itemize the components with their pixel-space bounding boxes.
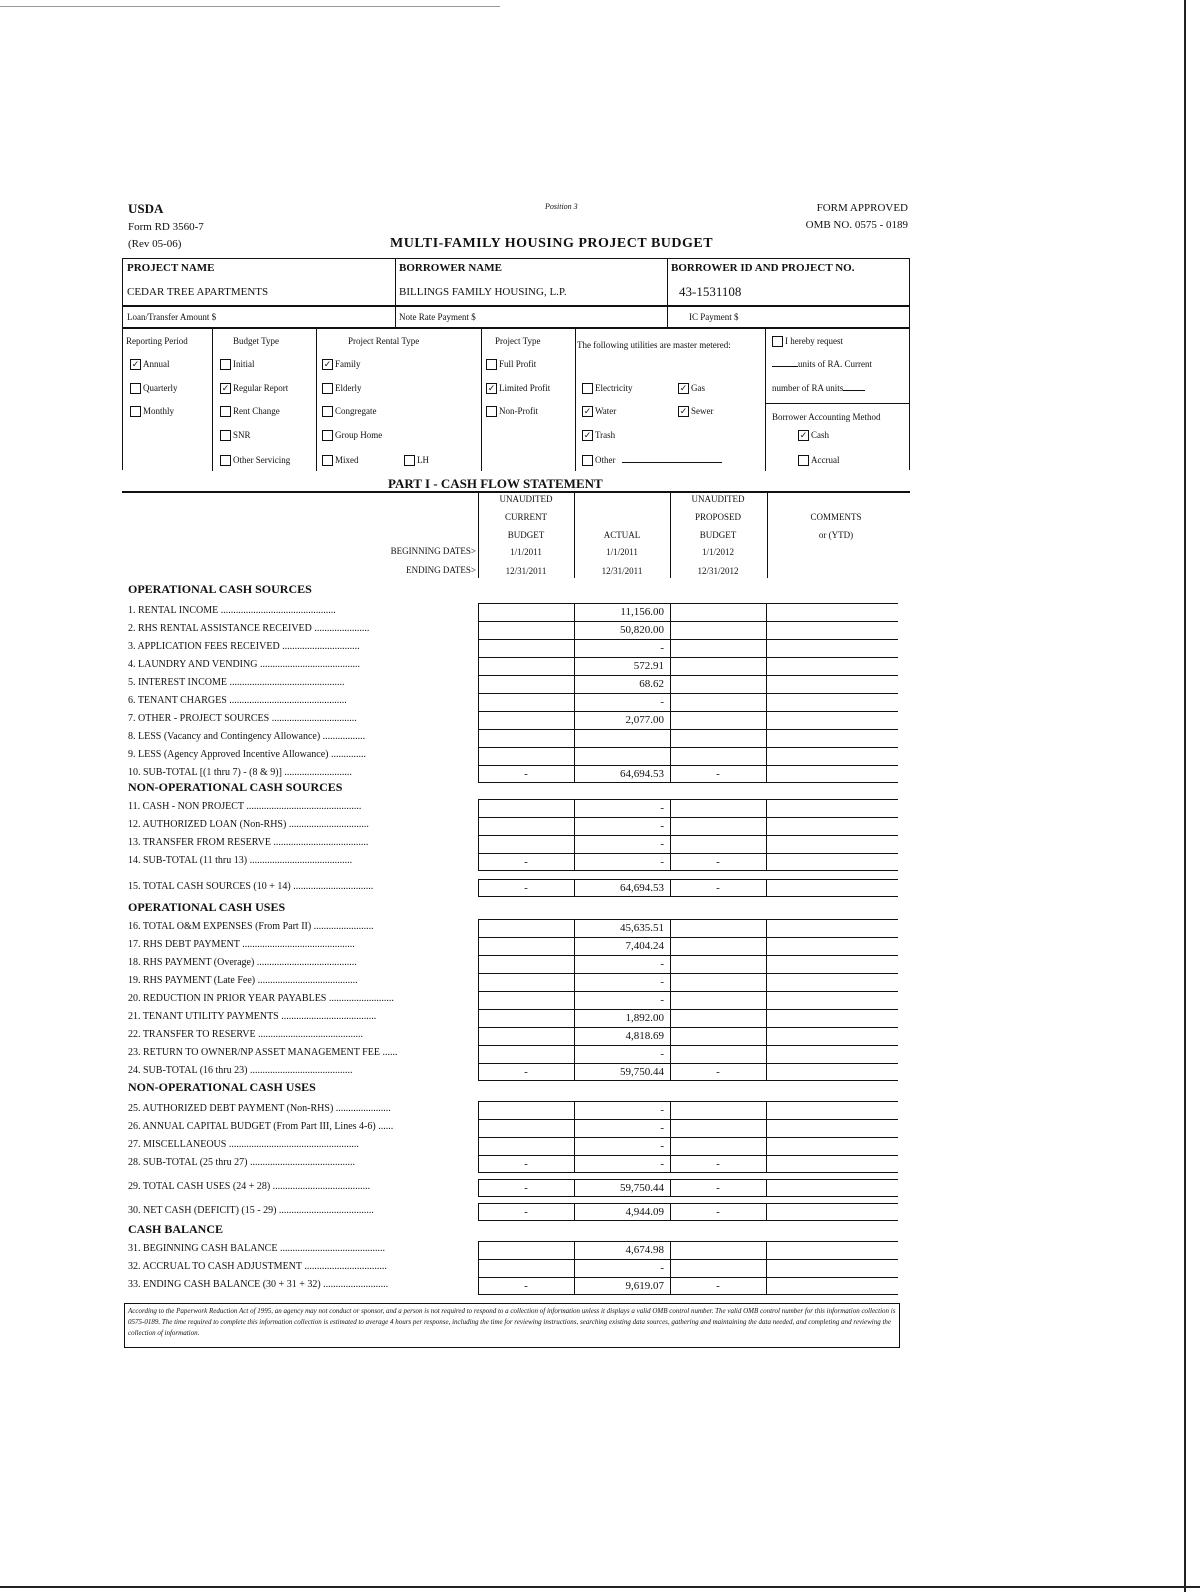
checkbox-water[interactable]: ✓ Water	[583, 406, 617, 417]
line-actual-cell[interactable]: 45,635.51	[620, 922, 664, 934]
checkmark-icon: ✓	[131, 359, 140, 370]
divider	[395, 307, 396, 327]
line-label: 15. TOTAL CASH SOURCES (10 + 14) ................................	[128, 881, 374, 892]
value-frame	[478, 879, 898, 897]
project-name-label: PROJECT NAME	[127, 262, 215, 274]
checkbox-quarterly[interactable]: Quarterly	[130, 383, 177, 394]
checkbox-group-home[interactable]: Group Home	[322, 430, 382, 441]
checkbox-initial[interactable]: Initial	[220, 359, 255, 370]
project-name-field[interactable]: CEDAR TREE APARTMENTS	[127, 286, 269, 298]
line-actual-cell[interactable]: -	[660, 958, 664, 970]
project-type-label: Project Type	[495, 336, 541, 346]
row-divider	[478, 657, 898, 658]
line-proposed-cell[interactable]: -	[716, 1206, 720, 1218]
row-divider	[478, 1119, 898, 1120]
date-end-actual: 12/31/2011	[601, 566, 643, 576]
column-divider	[766, 1203, 767, 1221]
line-actual-cell[interactable]: 50,820.00	[620, 624, 664, 636]
checkbox-limited-profit[interactable]: ✓ Limited Profit	[487, 383, 551, 394]
column-divider	[574, 1241, 575, 1295]
line-actual-cell[interactable]: 59,750.44	[620, 1066, 664, 1078]
line-label: 20. REDUCTION IN PRIOR YEAR PAYABLES ..........................	[128, 993, 394, 1004]
checkmark-icon: ✓	[487, 383, 496, 394]
line-actual-cell[interactable]: 64,694.53	[620, 768, 664, 780]
line-actual-cell[interactable]: -	[660, 976, 664, 988]
line-budget-cell[interactable]: -	[524, 768, 528, 780]
line-label: 14. SUB-TOTAL (11 thru 13) .........................................	[128, 855, 353, 866]
column-divider	[574, 1203, 575, 1221]
line-actual-cell[interactable]: 4,944.09	[625, 1206, 664, 1218]
line-label: 11. CASH - NON PROJECT ..............................................	[128, 801, 362, 812]
line-actual-cell[interactable]: 572.91	[633, 660, 664, 672]
checkbox-request-ra[interactable]: I hereby request	[772, 336, 843, 347]
line-label: 29. TOTAL CASH USES (24 + 28) .......................................	[128, 1181, 371, 1192]
line-label: 31. BEGINNING CASH BALANCE ..........................................	[128, 1243, 385, 1254]
line-label: 25. AUTHORIZED DEBT PAYMENT (Non-RHS) ......................	[128, 1103, 391, 1114]
line-label: 23. RETURN TO OWNER/NP ASSET MANAGEMENT FEE ......	[128, 1047, 398, 1058]
line-label: 3. APPLICATION FEES RECEIVED ...............................	[128, 641, 360, 652]
line-budget-cell[interactable]: -	[524, 1066, 528, 1078]
row-divider	[478, 817, 898, 818]
row-divider	[478, 711, 898, 712]
ra-units-field[interactable]: units of RA. Current	[772, 359, 872, 369]
row-divider	[478, 973, 898, 974]
checkbox-regular-report[interactable]: ✓ Regular Report	[221, 383, 289, 394]
row-divider	[478, 675, 898, 676]
line-actual-cell[interactable]: -	[660, 994, 664, 1006]
line-label: 6. TENANT CHARGES ...............................................	[128, 695, 347, 706]
section-nonoperational-sources: NON-OPERATIONAL CASH SOURCES	[128, 780, 343, 794]
row-divider	[478, 991, 898, 992]
line-actual-cell[interactable]: -	[660, 1140, 664, 1152]
form-number: Form RD 3560-7	[128, 221, 204, 233]
date-begin-proposed: 1/1/2012	[701, 547, 734, 557]
divider	[667, 307, 668, 327]
line-label: 32. ACCRUAL TO CASH ADJUSTMENT .................................	[128, 1261, 387, 1272]
divider	[316, 329, 317, 471]
line-budget-cell[interactable]: -	[524, 882, 528, 894]
line-actual-cell[interactable]: 7,404.24	[625, 940, 664, 952]
line-actual-cell[interactable]: -	[660, 1158, 664, 1170]
line-budget-cell[interactable]: -	[524, 1206, 528, 1218]
column-divider	[766, 919, 767, 1081]
utilities-label: The following utilities are master metered:	[577, 340, 731, 350]
col-actual-header: ACTUAL	[603, 530, 641, 540]
checkbox-rent-change[interactable]: Rent Change	[220, 406, 280, 417]
row-divider	[478, 853, 898, 854]
line-label: 27. MISCELLANEOUS ....................................................	[128, 1139, 359, 1150]
section-nonoperational-uses: NON-OPERATIONAL CASH USES	[128, 1080, 316, 1094]
line-actual-cell[interactable]: 68.62	[639, 678, 664, 690]
checkbox-snr[interactable]: SNR	[220, 430, 251, 441]
section-cash-balance: CASH BALANCE	[128, 1222, 224, 1236]
divider	[765, 329, 766, 471]
budget-type-label: Budget Type	[233, 336, 279, 346]
checkbox-cash[interactable]: ✓ Cash	[799, 430, 829, 441]
checkbox-lh[interactable]: LH	[404, 455, 429, 466]
value-frame	[478, 919, 898, 1081]
checkbox-non-profit[interactable]: Non-Profit	[486, 406, 538, 417]
line-actual-cell[interactable]: -	[660, 1104, 664, 1116]
section-operational-sources: OPERATIONAL CASH SOURCES	[128, 582, 312, 596]
line-label: 2. RHS RENTAL ASSISTANCE RECEIVED ......................	[128, 623, 370, 634]
row-divider	[478, 1277, 898, 1278]
ending-dates-label: ENDING DATES>	[406, 565, 476, 575]
date-begin-budget: 1/1/2011	[510, 547, 542, 557]
divider	[395, 259, 396, 305]
line-actual-cell[interactable]: -	[660, 838, 664, 850]
borrower-name-field[interactable]: BILLINGS FAMILY HOUSING, L.P.	[399, 286, 567, 298]
form-id-block	[128, 200, 204, 253]
paperwork-footnote: According to the Paperwork Reduction Act of 1995, an agency may not conduct or sponsor, and a person is not required to respond to a collection of information unless it displays a valid OMB control number. The valid OMB control number for this information collection is 0575-0189. The time required to complete this information collection is estimated to average 4 hours per response, including the time for reviewing instructions, searching existing data sources, gathering and maintaining the data needed, and completing and reviewing the collection of information.	[124, 1303, 900, 1348]
divider	[765, 403, 909, 404]
line-label: 22. TRANSFER TO RESERVE ..........................................	[128, 1029, 364, 1040]
line-actual-cell[interactable]: -	[660, 696, 664, 708]
line-actual-cell[interactable]: 4,674.98	[625, 1244, 664, 1256]
line-actual-cell[interactable]: 1,892.00	[625, 1012, 664, 1024]
omb-number: OMB NO. 0575 - 0189	[805, 219, 908, 231]
omb-block	[790, 200, 908, 234]
column-divider	[766, 879, 767, 897]
beginning-dates-label: BEGINNING DATES>	[390, 546, 476, 556]
line-label: 30. NET CASH (DEFICIT) (15 - 29) ......................................	[128, 1205, 374, 1216]
line-label: 21. TENANT UTILITY PAYMENTS ......................................	[128, 1011, 377, 1022]
options-grid	[122, 328, 910, 470]
row-divider	[478, 1259, 898, 1260]
divider	[212, 329, 213, 471]
rental-type-label: Project Rental Type	[348, 336, 420, 346]
line-label: 1. RENTAL INCOME ..............................................	[128, 605, 336, 616]
date-end-proposed: 12/31/2012	[697, 566, 739, 576]
note-rate-field[interactable]: Note Rate Payment $	[399, 312, 476, 322]
part1-title: PART I - CASH FLOW STATEMENT	[388, 476, 603, 491]
line-label: 13. TRANSFER FROM RESERVE ......................................	[128, 837, 369, 848]
col-current-budget-header: UNAUDITED CURRENT BUDGET	[499, 494, 553, 540]
line-label: 9. LESS (Agency Approved Incentive Allowance) ..............	[128, 749, 367, 760]
payment-row	[122, 306, 910, 328]
accounting-method-label: Borrower Accounting Method	[772, 412, 881, 422]
row-divider	[478, 1045, 898, 1046]
line-actual-cell[interactable]: 11,156.00	[620, 606, 664, 618]
col-comments-header: COMMENTS or (YTD)	[810, 512, 862, 540]
row-divider	[478, 765, 898, 766]
row-divider	[478, 1027, 898, 1028]
borrower-id-field[interactable]: 43-1531108	[679, 284, 742, 299]
checkbox-trash[interactable]: ✓ Trash	[583, 430, 616, 441]
line-label: 10. SUB-TOTAL [(1 thru 7) - (8 & 9)] ...........................	[128, 767, 352, 778]
row-divider	[478, 639, 898, 640]
checkmark-icon: ✓	[221, 383, 230, 394]
row-divider	[478, 937, 898, 938]
checkbox-elderly[interactable]: Elderly	[322, 383, 362, 394]
row-divider	[478, 835, 898, 836]
line-budget-cell[interactable]: -	[524, 1280, 528, 1292]
divider	[575, 329, 576, 471]
line-actual-cell[interactable]: 59,750.44	[620, 1182, 664, 1194]
scan-top-edge	[0, 6, 500, 7]
checkmark-icon: ✓	[799, 430, 808, 441]
checkbox-other-servicing[interactable]: Other Servicing	[220, 455, 290, 466]
ic-payment-field[interactable]: IC Payment $	[689, 312, 739, 322]
value-frame	[478, 1203, 898, 1221]
borrower-name-label: BORROWER NAME	[399, 262, 502, 274]
line-actual-cell[interactable]: -	[660, 642, 664, 654]
line-actual-cell[interactable]: -	[660, 856, 664, 868]
checkbox-other-utility[interactable]: Other	[582, 455, 722, 466]
line-label: 18. RHS PAYMENT (Overage) ........................................	[128, 957, 357, 968]
column-divider	[670, 879, 671, 897]
column-divider	[766, 1241, 767, 1295]
row-divider	[478, 1063, 898, 1064]
line-label: 28. SUB-TOTAL (25 thru 27) ..........................................	[128, 1157, 355, 1168]
value-frame	[478, 1241, 898, 1295]
agency: USDA	[128, 201, 164, 216]
line-label: 33. ENDING CASH BALANCE (30 + 31 + 32) ..........................	[128, 1279, 389, 1290]
line-actual-cell[interactable]: -	[660, 1262, 664, 1274]
row-divider	[478, 955, 898, 956]
row-divider	[478, 729, 898, 730]
checkbox-annual[interactable]: ✓ Annual	[131, 359, 170, 370]
row-divider	[478, 747, 898, 748]
column-divider	[670, 1241, 671, 1295]
line-label: 16. TOTAL O&M EXPENSES (From Part II) ........................	[128, 921, 374, 932]
line-actual-cell[interactable]: -	[660, 802, 664, 814]
column-divider	[574, 879, 575, 897]
loan-transfer-field[interactable]: Loan/Transfer Amount $	[127, 312, 217, 322]
date-begin-actual: 1/1/2011	[606, 547, 638, 557]
borrower-id-label: BORROWER ID AND PROJECT NO.	[671, 262, 855, 274]
column-divider	[670, 919, 671, 1081]
form-title: MULTI-FAMILY HOUSING PROJECT BUDGET	[390, 236, 714, 251]
current-ra-units-field[interactable]: number of RA units	[772, 383, 865, 393]
row-divider	[478, 693, 898, 694]
line-budget-cell[interactable]: -	[524, 1158, 528, 1170]
line-actual-cell[interactable]: 2,077.00	[625, 714, 664, 726]
line-actual-cell[interactable]: -	[660, 1048, 664, 1060]
checkbox-monthly[interactable]: Monthly	[130, 406, 174, 417]
checkbox-family[interactable]: ✓ Family	[323, 359, 361, 370]
divider	[667, 259, 668, 305]
line-proposed-cell[interactable]: -	[716, 856, 720, 868]
checkmark-icon: ✓	[679, 383, 688, 394]
project-info-box	[122, 258, 910, 306]
checkmark-icon: ✓	[679, 406, 688, 417]
line-actual-cell[interactable]: 4,818.69	[625, 1030, 664, 1042]
checkmark-icon: ✓	[583, 406, 592, 417]
line-budget-cell[interactable]: -	[524, 856, 528, 868]
line-label: 4. LAUNDRY AND VENDING ........................................	[128, 659, 360, 670]
line-label: 26. ANNUAL CAPITAL BUDGET (From Part III, Lines 4-6) ......	[128, 1121, 394, 1132]
line-actual-cell[interactable]: -	[660, 820, 664, 832]
form-approved: FORM APPROVED	[816, 202, 908, 214]
scan-right-edge	[1184, 0, 1186, 1592]
line-proposed-cell[interactable]: -	[716, 1066, 720, 1078]
column-divider	[670, 1179, 671, 1197]
line-proposed-cell[interactable]: -	[716, 768, 720, 780]
line-actual-cell[interactable]: 64,694.53	[620, 882, 664, 894]
checkbox-electricity[interactable]: Electricity	[582, 383, 632, 394]
line-actual-cell[interactable]: -	[660, 1122, 664, 1134]
line-label: 19. RHS PAYMENT (Late Fee) ........................................	[128, 975, 358, 986]
checkbox-accrual[interactable]: Accrual	[798, 455, 839, 466]
reporting-period-label: Reporting Period	[126, 336, 188, 346]
section-operational-uses: OPERATIONAL CASH USES	[128, 900, 286, 914]
checkbox-sewer[interactable]: ✓ Sewer	[679, 406, 714, 417]
checkmark-icon: ✓	[323, 359, 332, 370]
line-proposed-cell[interactable]: -	[716, 1182, 720, 1194]
line-actual-cell[interactable]: 9,619.07	[625, 1280, 664, 1292]
row-divider	[478, 1137, 898, 1138]
form-revision: (Rev 05-06)	[128, 238, 182, 250]
column-divider	[574, 1179, 575, 1197]
position-label: Position 3	[545, 202, 578, 211]
line-budget-cell[interactable]: -	[524, 1182, 528, 1194]
column-divider	[670, 1203, 671, 1221]
checkbox-congregate[interactable]: Congregate	[322, 406, 376, 417]
line-label: 24. SUB-TOTAL (16 thru 23) .........................................	[128, 1065, 353, 1076]
row-divider	[478, 621, 898, 622]
checkbox-mixed[interactable]: Mixed	[322, 455, 359, 466]
column-divider	[574, 919, 575, 1081]
checkbox-full-profit[interactable]: Full Profit	[486, 359, 536, 370]
value-frame	[478, 1179, 898, 1197]
line-proposed-cell[interactable]: -	[716, 882, 720, 894]
checkmark-icon: ✓	[583, 430, 592, 441]
line-label: 17. RHS DEBT PAYMENT .............................................	[128, 939, 355, 950]
col-proposed-budget-header: UNAUDITED PROPOSED BUDGET	[691, 494, 745, 540]
row-divider	[478, 1155, 898, 1156]
line-label: 8. LESS (Vacancy and Contingency Allowance) .................	[128, 731, 366, 742]
line-proposed-cell[interactable]: -	[716, 1158, 720, 1170]
line-label: 7. OTHER - PROJECT SOURCES ..................................	[128, 713, 357, 724]
line-label: 12. AUTHORIZED LOAN (Non-RHS) ................................	[128, 819, 369, 830]
date-end-budget: 12/31/2011	[505, 566, 547, 576]
divider	[481, 329, 482, 471]
scan-bottom-edge	[0, 1586, 1200, 1588]
row-divider	[478, 1009, 898, 1010]
checkbox-gas[interactable]: ✓ Gas	[679, 383, 705, 394]
line-proposed-cell[interactable]: -	[716, 1280, 720, 1292]
line-label: 5. INTEREST INCOME ..............................................	[128, 677, 345, 688]
column-divider	[766, 1179, 767, 1197]
